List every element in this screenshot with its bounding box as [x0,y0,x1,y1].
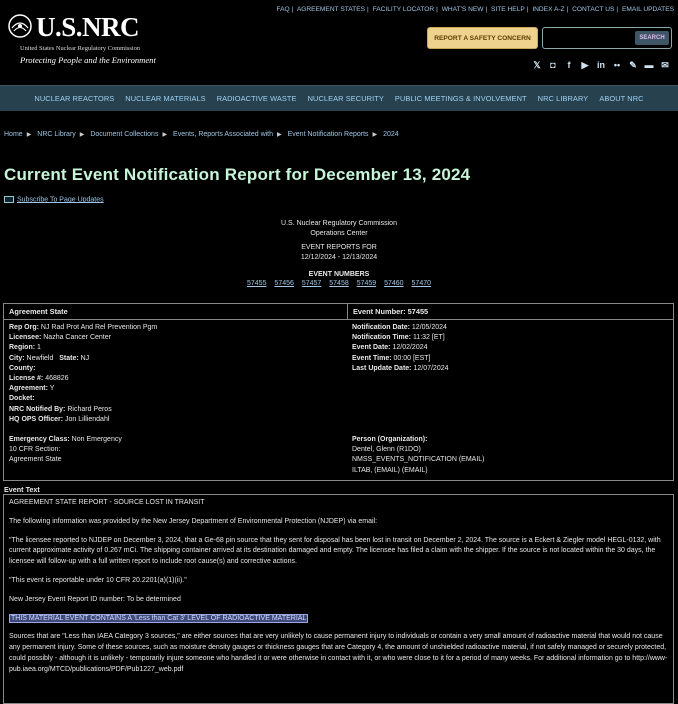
breadcrumb-2024[interactable]: 2024 [383,131,399,138]
event-right-details [352,323,672,374]
logo-subtitle: United States Nuclear Regulatory Commission [20,45,140,52]
link-facility-locator[interactable]: FACILITY LOCATOR [372,6,435,13]
link-whats-new[interactable]: WHAT'S NEW [441,6,484,13]
event-number-link[interactable]: 57470 [411,280,431,287]
detail-value: 00:00 [EST] [393,354,431,362]
detail-label: City: [9,354,25,362]
subscribe-link-row [4,196,104,203]
subscribe-link[interactable]: Subscribe To Page Updates [17,196,104,204]
event-numbers-label: EVENT NUMBERS [308,271,370,278]
detail-label: Docket: [9,395,35,403]
detail-label: Last Update Date: [352,364,412,372]
event-text-box [3,494,674,704]
utility-links: FAQ | AGREEMENT STATES | FACILITY LOCATOR | WHAT'S NEW | SITE HELP | INDEX A-Z | CONTACT US | EMAIL UPDATES [276,6,674,13]
event-text-title: AGREEMENT STATE REPORT - SOURCE LOST IN TRANSIT [9,499,205,506]
event-numbers [0,271,678,287]
search-input[interactable] [546,31,632,45]
page-title: Current Event Notification Report for December 13, 2024 [4,165,471,184]
nav-nrc-library[interactable]: NRC LIBRARY [537,94,589,103]
breadcrumb [4,131,399,138]
mail-icon [4,196,14,203]
event-number-link[interactable]: 57456 [274,280,294,287]
breadcrumb-event-notification-reports[interactable]: Event Notification Reports [287,131,369,138]
detail-label: Notification Time: [352,334,411,342]
link-email-updates[interactable]: EMAIL UPDATES [621,6,674,13]
link-site-help[interactable]: SITE HELP [491,6,525,13]
event-text-paragraph: "This event is reportable under 10 CFR 20.2201(a)(1)(ii)." [9,576,187,584]
breadcrumb-arrow-icon: ▶ [26,132,32,138]
event-number-link[interactable]: 57457 [301,280,322,287]
search-button[interactable]: SEARCH [635,31,669,45]
event-date-range: 12/12/2024 - 12/13/2024 [300,254,378,261]
emergency-class-label: Emergency Class: [9,436,70,443]
commission-name: U.S. Nuclear Regulatory Commission [281,220,397,227]
detail-value: 12/05/2024 [411,324,447,331]
cfr-section-label: 10 CFR Section: [9,446,61,454]
person-entry: ILTAB, (EMAIL) (EMAIL) [352,466,428,474]
detail-value: 12/02/2024 [392,344,428,352]
operations-center: Operations Center [310,230,368,237]
nav-nuclear-security[interactable]: NUCLEAR SECURITY [307,94,384,103]
breadcrumb-nrc-library[interactable]: NRC Library [37,131,76,138]
breadcrumb-arrow-icon: ▶ [372,132,378,138]
detail-value: Y [49,385,55,393]
nrc-logo[interactable] [8,12,156,68]
detail-label: License #: [9,375,44,383]
detail-value: 12/07/2024 [413,364,449,372]
detail-value: NJ [80,354,90,362]
detail-label: NRC Notified By: [9,405,66,413]
link-contact-us[interactable]: CONTACT US [572,6,615,13]
nav-public-meetings[interactable]: PUBLIC MEETINGS & INVOLVEMENT [394,94,527,103]
event-number-link[interactable]: 57459 [356,280,377,287]
main-nav [0,85,678,111]
report-safety-concern-button[interactable]: REPORT A SAFETY CONCERN [427,27,538,49]
chat-icon[interactable]: ▬ [644,60,654,70]
detail-label: Event Date: [352,344,391,352]
search-box [542,27,672,49]
event-text-paragraph: The following information was provided by the New Jersey Department of Environmental Protection (NJDEP) via email: [9,517,378,525]
event-number-header: Event Number: 57455 [348,304,673,320]
event-left-details [9,323,339,425]
event-number-link[interactable]: 57455 [247,280,267,287]
event-text-paragraph: "The licensee reported to NJDEP on December 3, 2024, that a Ge-68 pin source that they sent for disposal has been lost in transit on December 2, 2024. The source is a Eckert & Ziegler model HEGL-0132, with current approximate activity of 0.267 mCi. The shipping container arrived at its destination damaged and empty. The licensee has filed a claim with the shipper. If the source is not located within the 30 days, the licensee will follow-up with a full written report to include root cause(s) and corrective actions. [9,536,661,566]
event-text-paragraph: Sources that are "Less than IAEA Category 3 sources," are either sources that are very unlikely to cause permanent injury to individuals or contain a very small amount of radioactive material that would not cause any permanent injury. Some of these sources, such as moisture density gauges or thickness gauges that are Category 4, the amount of unshielded radioactive material, if not safely managed or securely protected, could possibly - although it is unlikely - temporarily injure someone who handled it or were otherwise in contact with it, or who were close to it for a period of many weeks. For additional information go to http://www-pub.iaea.org/MTCD/publications/PDF/Pub1227_web.pdf [9,633,668,673]
x-icon[interactable]: 𝕏 [533,60,541,70]
event-details-table [3,303,674,481]
logo-name: U.S.NRC [36,12,140,42]
material-category-highlight: THIS MATERIAL EVENT CONTAINS A 'Less than Cat 3' LEVEL OF RADIOACTIVE MATERIAL [11,614,307,622]
blog-icon[interactable]: ✎ [629,60,637,70]
emergency-class-value: Non Emergency [71,436,122,443]
detail-value: 11:32 [ET] [412,334,445,342]
detail-value: NJ Rad Prot And Rel Prevention Pgm [40,324,158,331]
nav-nuclear-reactors[interactable]: NUCLEAR REACTORS [34,94,115,103]
nav-about-nrc[interactable]: ABOUT NRC [599,94,644,103]
event-reports-label: EVENT REPORTS FOR [301,244,377,251]
flickr-icon[interactable]: •• [613,60,621,70]
detail-label: Agreement: [9,385,48,393]
youtube-icon[interactable]: ▶ [581,60,589,70]
breadcrumb-events-reports[interactable]: Events, Reports Associated with [173,131,274,138]
detail-label: Region: [9,344,36,352]
breadcrumb-arrow-icon: ▶ [79,132,85,138]
detail-value: Jon Lilliendahl [65,415,110,423]
event-text-paragraph: New Jersey Event Report ID number: To be determined [9,595,181,603]
nav-radioactive-waste[interactable]: RADIOACTIVE WASTE [216,94,297,103]
detail-label: State: [59,354,79,362]
breadcrumb-home[interactable]: Home [4,131,23,138]
logo-tagline: Protecting People and the Environment [20,55,156,65]
detail-label: Notification Date: [352,324,410,331]
emergency-class-section [9,435,339,466]
nrc-seal-icon [8,14,32,38]
person-entry: NMSS_EVENTS_NOTIFICATION (EMAIL) [352,456,485,464]
event-number-link[interactable]: 57458 [329,280,349,287]
social-links [532,60,670,70]
cfr-section-value: Agreement State [9,456,62,464]
site-header [0,0,678,82]
link-agreement-states[interactable]: AGREEMENT STATES [296,6,365,13]
detail-label: Event Time: [352,354,392,362]
breadcrumb-arrow-icon: ▶ [277,132,282,138]
detail-value: 468826 [45,375,69,383]
person-organization-section [352,435,672,476]
agreement-state-header: Agreement State [4,304,348,320]
detail-value: Nazha Cancer Center [43,334,111,342]
detail-label: County: [9,364,36,372]
detail-label: Licensee: [9,334,42,342]
person-entry: Dentel, Glenn (R1DO) [352,446,421,454]
detail-value: Richard Peros [67,405,112,413]
instagram-icon[interactable]: ◘ [550,60,556,70]
detail-value: Newfield [26,354,54,362]
event-text-label: Event Text [4,485,40,494]
person-organization-label: Person (Organization): [352,436,428,443]
detail-label: Rep Org: [9,324,39,331]
link-index-az[interactable]: INDEX A-Z [532,6,565,13]
link-faq[interactable]: FAQ [276,6,290,13]
breadcrumb-arrow-icon: ▶ [162,132,168,138]
facebook-icon[interactable]: f [567,60,571,70]
detail-label: HQ OPS Officer: [9,415,64,423]
breadcrumb-document-collections[interactable]: Document Collections [90,131,159,138]
linkedin-icon[interactable]: in [597,60,605,70]
detail-value: 1 [37,344,41,352]
report-summary [0,219,678,263]
nav-nuclear-materials[interactable]: NUCLEAR MATERIALS [125,94,206,103]
email-icon[interactable]: ✉ [661,60,669,70]
event-number-link[interactable]: 57460 [384,280,404,287]
